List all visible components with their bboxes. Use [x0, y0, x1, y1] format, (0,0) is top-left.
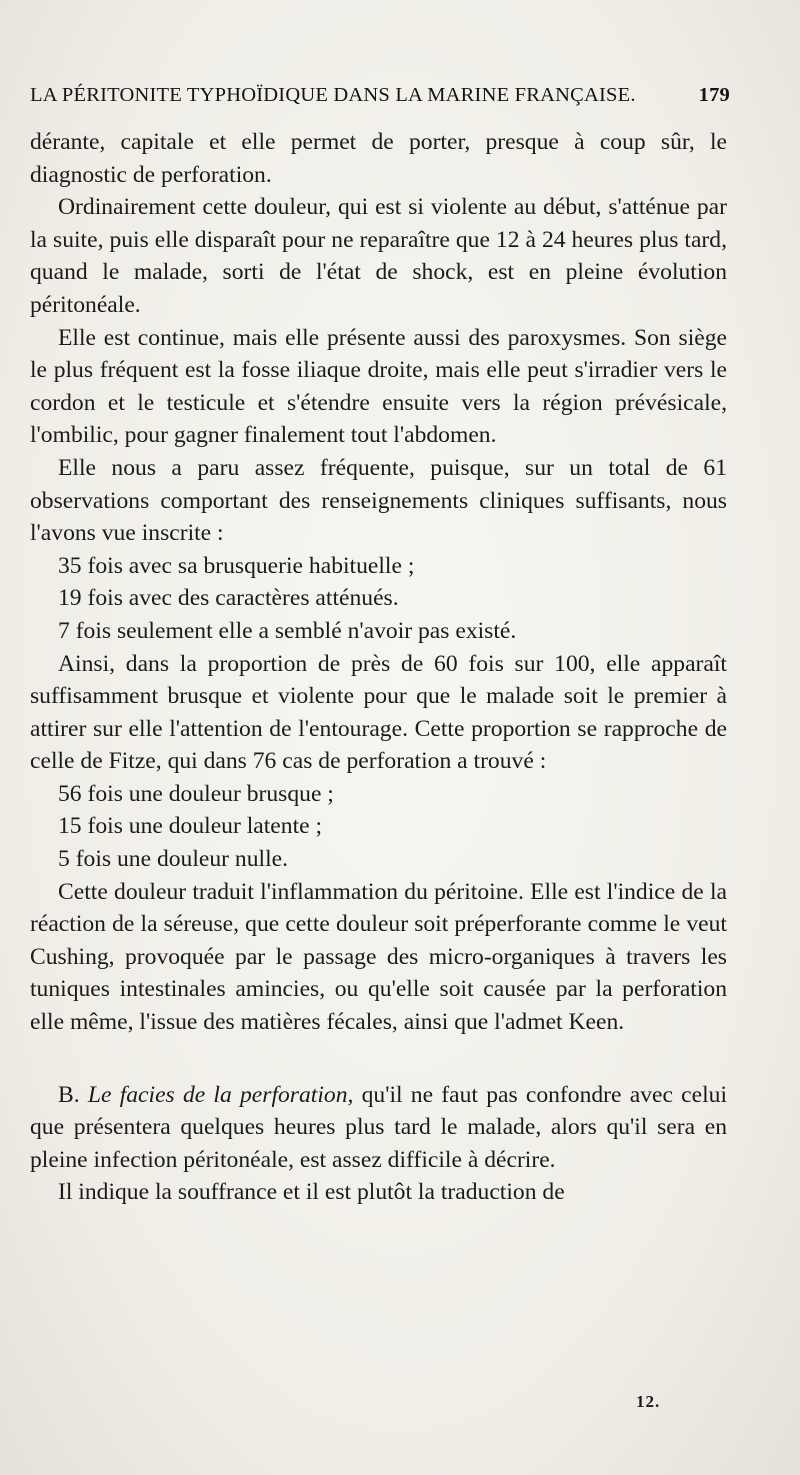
paragraph: Ainsi, dans la proportion de près de 60 fois sur 100, elle apparaît suffisamment brusque et violente pour que le malade soit le premier à attirer sur elle l'attention de l'entourage. Cette proportion se rapproche de celle de Fitze, qui dans 76 cas de perforation a trouvé : [30, 650, 727, 775]
list-item: 7 fois seulement elle a semblé n'avoir pas existé. [58, 617, 517, 644]
signature-mark: 12. [636, 1392, 661, 1411]
list-item: 19 fois avec des caractères atténués. [58, 585, 399, 612]
paragraph: Elle nous a paru assez fréquente, puisque, sur un total de 61 observations comportant des renseignements cliniques suffisants, nous l'avons vue inscrite : [30, 454, 727, 547]
paragraph: Cette douleur traduit l'inflammation du péritoine. Elle est l'indice de la réaction de la séreuse, que cette douleur soit préperforante comme le veut Cushing, provoquée par le passage des micro-organiques à travers les tuniques intestinales amincies, ou qu'elle soit causée par la perforation elle même, l'issue des matières fécales, ainsi que l'admet Keen. [30, 878, 727, 1036]
list-item: 5 fois une douleur nulle. [58, 846, 288, 873]
list-item: 35 fois avec sa brusquerie habituelle ; [58, 552, 415, 579]
paragraph-section-b [30, 1079, 727, 1177]
section-letter: B. [58, 1081, 80, 1108]
paragraph: Elle est continue, mais elle présente aussi des paroxysmes. Son siège le plus fréquent est la fosse iliaque droite, mais elle peut s'irradier vers le cordon et le testicule et s'étendre ensuite vers la région prévésicale, l'ombilic, pour gagner finalement tout l'abdomen. [30, 324, 727, 449]
body-text [30, 126, 727, 1209]
paragraph: Ordinairement cette douleur, qui est si violente au début, s'atténue par la suite, puis elle disparaît pour ne reparaître que 12 à 24 heures plus tard, quand le malade, sorti de l'état de shock, est en pleine évolution péritonéale. [30, 194, 727, 318]
list-item: 15 fois une douleur latente ; [58, 813, 323, 840]
running-title: LA PÉRITONITE TYPHOÏDIQUE DANS LA MARINE FRANÇAISE. [30, 84, 636, 106]
section-gap [30, 1039, 727, 1079]
list-item: 56 fois une douleur brusque ; [58, 780, 334, 807]
running-header [30, 84, 730, 107]
paragraph-continuation: dérante, capitale et elle permet de porter, presque à coup sûr, le diagnostic de perforation. [30, 129, 727, 188]
paragraph: Il indique la souffrance et il est plutôt la traduction de [58, 1179, 565, 1206]
page-number: 179 [698, 84, 730, 106]
section-text: qu'il ne faut pas confondre avec celui que présentera quelques heures plus tard le malade, alors qu'il sera en pleine infection péritonéale, est assez difficile à décrire. [30, 1081, 728, 1173]
section-heading-italic: Le facies de la perforation, [87, 1081, 354, 1108]
